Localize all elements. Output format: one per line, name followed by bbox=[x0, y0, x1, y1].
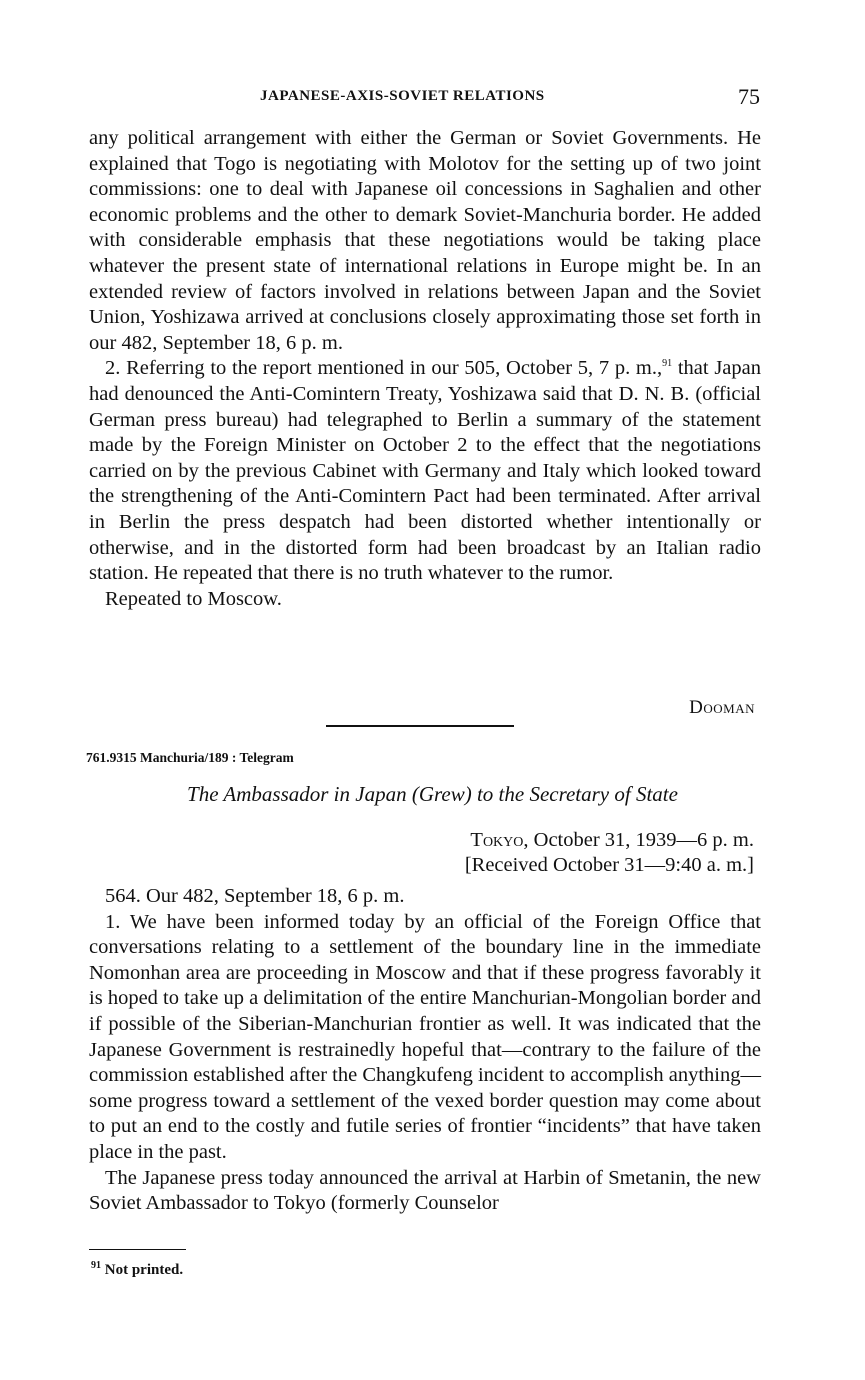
footnote-text: Not printed. bbox=[101, 1262, 184, 1278]
telegram-body bbox=[89, 884, 761, 1217]
footnote-mark: 91 bbox=[91, 1260, 101, 1271]
footnote bbox=[91, 1262, 183, 1279]
footnote-divider bbox=[89, 1249, 186, 1250]
paragraph: Repeated to Moscow. bbox=[105, 587, 282, 610]
paragraph: any political arrangement with either the German or Soviet Governments. He explained that Togo is negotiating with Molotov for the setting up of two joint commissions: one to deal with Japanese oil concessions in Saghalien and other economic problems and the other to demark Soviet-Manchuria border. He added with considerable emphasis that these negotiations would be taking place whatever the present state of international relations in Europe might be. In an extended review of factors involved in relations between Japan and the Soviet Union, Yoshizawa arrived at conclusions closely approximating those set forth in our 482, September 18, 6 p. m. bbox=[89, 127, 761, 354]
paragraph: 564. Our 482, September 18, 6 p. m. bbox=[105, 885, 405, 907]
paragraph-text: 2. Referring to the report mentioned in our 505, October 5, 7 p. m., bbox=[105, 357, 663, 380]
dateline bbox=[470, 829, 754, 852]
file-reference: 761.9315 Manchuria/189 : Telegram bbox=[86, 750, 294, 765]
paragraph-text: that Japan had denounced the Anti-Comintern Treaty, Yoshizawa said that D. N. B. (official German press bureau) had telegraphed to Berlin a summary of the statement made by the Foreign Minister on October 2 to the effect that the negotiations carried on by the previous Cabinet with Germany and Italy which looked toward the strengthening of the Anti-Comintern Pact had been terminated. After arrival in Berlin the press despatch had been distorted whether intentionally or otherwise, and in the distorted form had been broadcast by an Italian radio station. He repeated that there is no truth whatever to the rumor. bbox=[89, 357, 761, 585]
paragraph-numbered bbox=[89, 356, 761, 586]
paragraph: The Japanese press today announced the arrival at Harbin of Smetanin, the new Soviet Ambassador to Tokyo (formerly Counselor bbox=[89, 1166, 761, 1215]
section-divider bbox=[326, 725, 514, 727]
page-number: 75 bbox=[738, 84, 760, 109]
document-title: The Ambassador in Japan (Grew) to the Secretary of State bbox=[187, 782, 678, 806]
telegram-body-continued bbox=[89, 126, 761, 612]
running-title: JAPANESE-AXIS-SOVIET RELATIONS bbox=[260, 88, 545, 104]
received-line: [Received October 31—9:40 a. m.] bbox=[464, 854, 754, 876]
dateline-place: Tokyo bbox=[470, 829, 524, 851]
signature: Dooman bbox=[689, 697, 755, 718]
paragraph-numbered: 1. We have been informed today by an official of the Foreign Office that conversations relating to a settlement of the boundary line in the immediate Nomonhan area are proceeding in Moscow and that if these progress favorably it is hoped to take up a delimitation of the entire Manchurian-Mongolian border and if possible of the Siberian-Manchurian frontier as well. It was indicated that the Japanese Government is restrainedly hopeful that—contrary to the failure of the commission established after the Changkufeng incident to accomplish anything—some progress toward a settlement of the vexed border question may come about to put an end to the costly and futile series of frontier “incidents” that have taken place in the past. bbox=[89, 910, 761, 1163]
footnote-reference: 91 bbox=[662, 358, 673, 370]
dateline-date: , October 31, 1939—6 p. m. bbox=[523, 829, 754, 851]
